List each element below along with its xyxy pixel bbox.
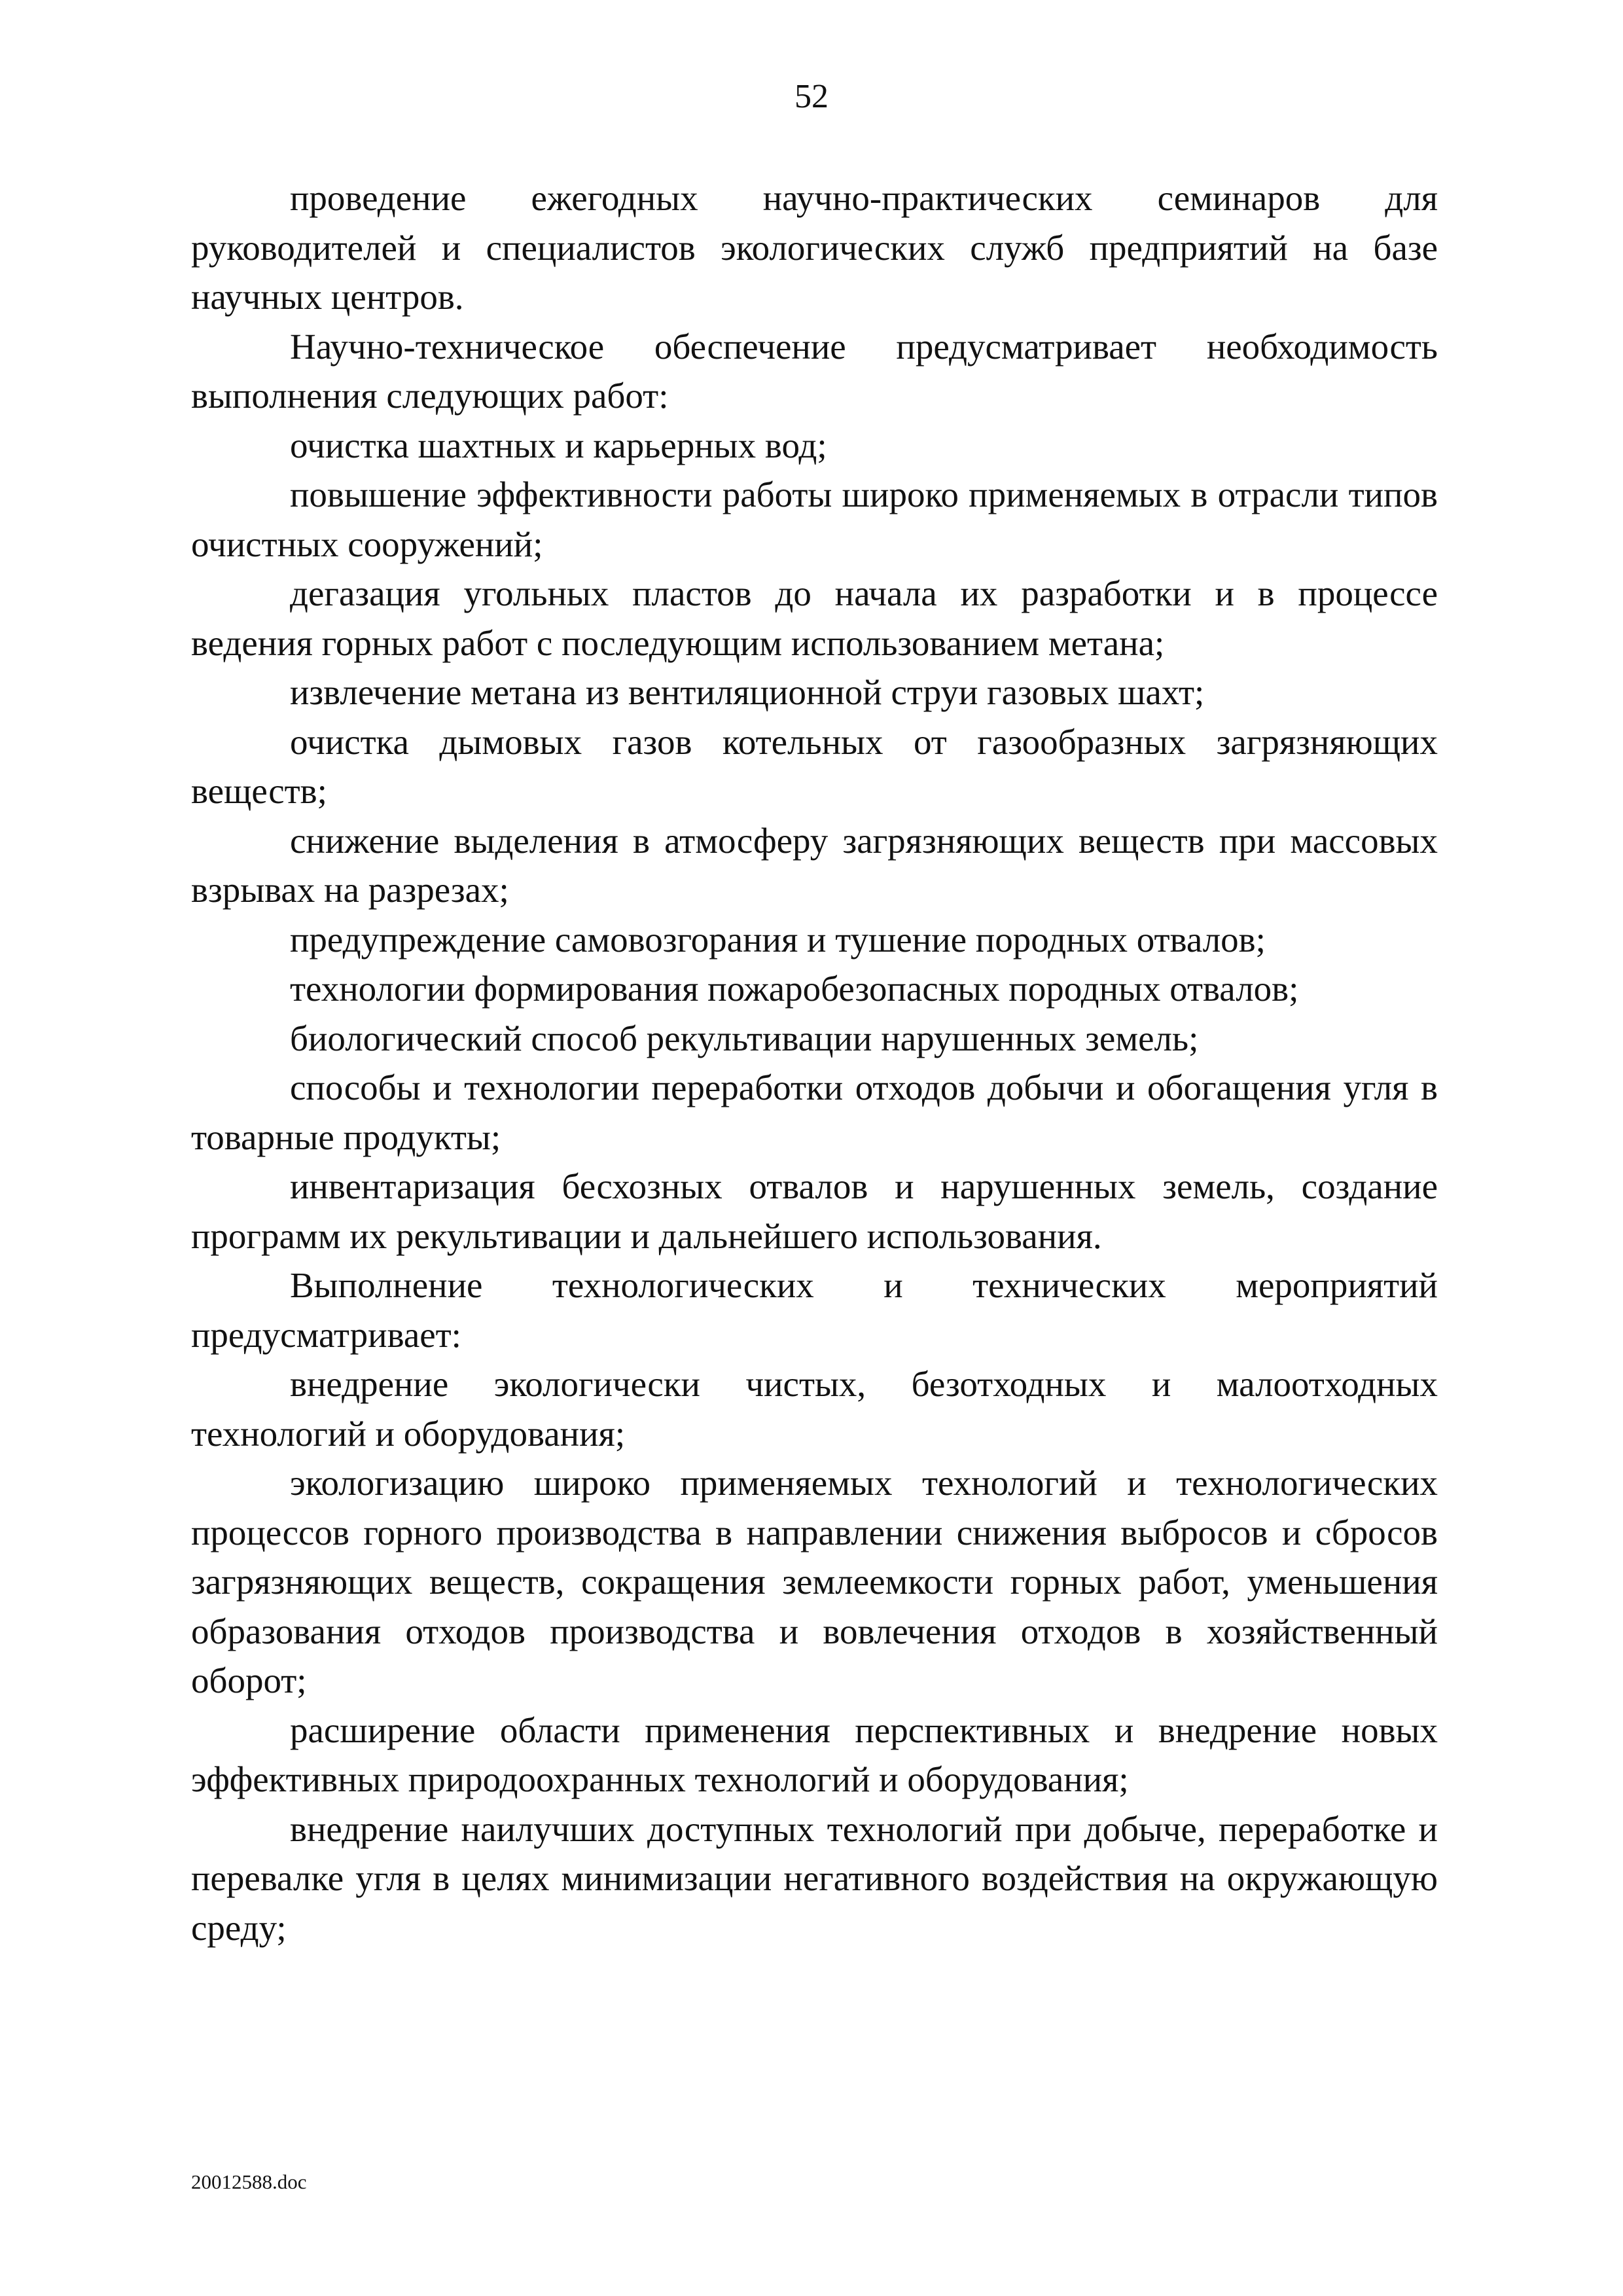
paragraph: экологизацию широко применяемых технологий и технологических процессов горного производства в направлении снижения выбросов и сбросов загрязняющих веществ, сокращения землеемкости горных работ, уменьшения образования отходов производства и вовлечения отходов в хозяйственный оборот;: [191, 1463, 1438, 1700]
paragraph: очистка дымовых газов котельных от газообразных загрязняющих веществ;: [191, 721, 1438, 811]
paragraph: Выполнение технологических и технических мероприятий предусматривает:: [191, 1265, 1438, 1355]
paragraph: технологии формирования пожаробезопасных породных отвалов;: [290, 969, 1299, 1009]
paragraph: извлечение метана из вентиляционной струи газовых шахт;: [290, 672, 1205, 712]
paragraph: дегазация угольных пластов до начала их разработки и в процессе ведения горных работ с последующим использованием метана;: [191, 573, 1438, 663]
page-number: 52: [794, 78, 829, 115]
paragraph: внедрение наилучших доступных технологий при добыче, переработке и перевалке угля в целях минимизации негативного воздействия на окружающую среду;: [191, 1808, 1438, 1948]
paragraph: способы и технологии переработки отходов добычи и обогащения угля в товарные продукты;: [191, 1067, 1438, 1157]
document-body: [191, 173, 1438, 1952]
paragraph: расширение области применения перспективных и внедрение новых эффективных природоохранных технологий и оборудования;: [191, 1710, 1438, 1799]
paragraph: повышение эффективности работы широко применяемых в отрасли типов очистных сооружений;: [191, 475, 1438, 564]
paragraph: очистка шахтных и карьерных вод;: [290, 425, 827, 465]
paragraph: внедрение экологически чистых, безотходных и малоотходных технологий и оборудования;: [191, 1364, 1438, 1454]
footer-filename: 20012588.doc: [191, 2170, 307, 2193]
paragraph: Научно-техническое обеспечение предусматривает необходимость выполнения следующих работ:: [191, 326, 1438, 416]
paragraph: инвентаризация бесхозных отвалов и нарушенных земель, создание программ их рекультивации и дальнейшего использования.: [191, 1166, 1438, 1256]
paragraph: снижение выделения в атмосферу загрязняющих веществ при массовых взрывах на разрезах;: [191, 820, 1438, 910]
paragraph: предупреждение самовозгорания и тушение породных отвалов;: [290, 919, 1266, 960]
paragraph: биологический способ рекультивации нарушенных земель;: [290, 1018, 1199, 1058]
paragraph: проведение ежегодных научно-практических семинаров для руководителей и специалистов экологических служб предприятий на базе научных центров.: [191, 178, 1438, 317]
